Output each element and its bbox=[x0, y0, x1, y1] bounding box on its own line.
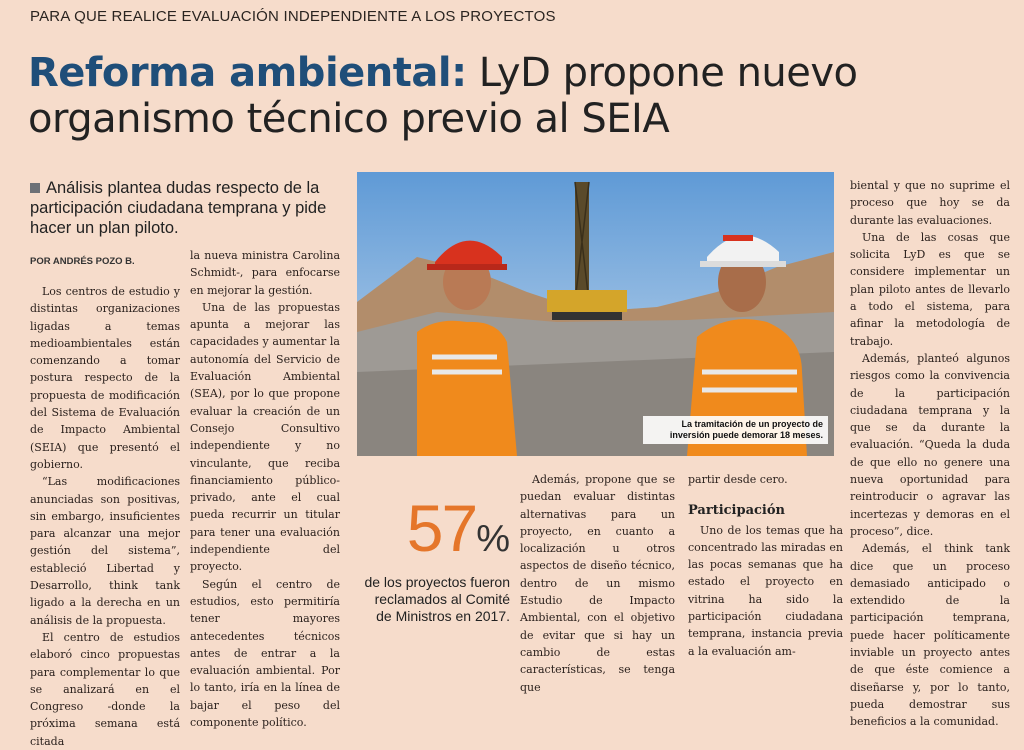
paragraph: Según el centro de estudios, esto permitiría tener mayores antecedentes técnicos antes de entrar a la evaluación ambiental. Por lo tanto, iría en la línea de bajar el peso del componente político. bbox=[190, 577, 340, 730]
column-1 bbox=[30, 283, 180, 750]
paragraph: El centro de estudios elaboró cinco propuestas para complementar lo que se analizará en el Congreso -donde la próxima semana está citada bbox=[30, 630, 180, 748]
column-5 bbox=[850, 177, 1010, 731]
deck-text: Análisis plantea dudas respecto de la participación ciudadana temprana y pide hacer un plan piloto. bbox=[30, 179, 327, 237]
paragraph: partir desde cero. bbox=[688, 473, 788, 486]
paragraph: Además, propone que se puedan evaluar distintas alternativas para un proyecto, en cuanto a localización u otros aspectos de diseño técnico, dentro de un mismo Estudio de Impacto Ambiental, con el objetivo de evitar que si hay un cambio de estas características, se tenga que bbox=[520, 473, 675, 694]
stat-number-line bbox=[360, 493, 510, 574]
paragraph: Además, el think tank dice que un proceso demasiado anticipado o extendido de la participación temprana, puede hacer políticamente inviable un proyecto antes de que éste comience a diseñarse y, por lo tanto, pueda demostrar sus beneficios a la comunidad. bbox=[850, 542, 1010, 729]
stat-callout bbox=[360, 493, 510, 625]
paragraph: Los centros de estudio y distintas organizaciones ligadas a temas medioambientales están comenzando a tomar postura respecto de la propuesta de modificación del Sistema de Evaluación de Impacto Ambiental (SEIA) que presentó el gobierno. bbox=[30, 285, 180, 471]
headline-lead: Reforma ambiental: bbox=[28, 50, 467, 96]
square-bullet-icon bbox=[30, 183, 40, 193]
kicker: PARA QUE REALICE EVALUACIÓN INDEPENDIENTE A LOS PROYECTOS bbox=[30, 8, 556, 25]
paragraph: biental y que no suprime el proceso que hoy se da durante las evaluaciones. bbox=[850, 179, 1010, 227]
byline: POR ANDRÉS POZO B. bbox=[30, 256, 135, 267]
paragraph: Una de las cosas que solicita LyD es que se considere implementar un plan piloto antes de llevarlo a todo el sistema, para afinar la metodología de trabajo. bbox=[850, 230, 1010, 348]
paragraph: la nueva ministra Carolina Schmidt-, para enfocarse en mejorar la gestión. bbox=[190, 249, 340, 297]
stat-text: de los proyectos fueron reclamados al Comité de Ministros en 2017. bbox=[364, 574, 510, 624]
mining-photo bbox=[357, 172, 834, 456]
stat-number: 57 bbox=[406, 491, 477, 565]
stat-unit: % bbox=[476, 518, 510, 560]
paragraph: Uno de los temas que ha concentrado las miradas en las pocas semanas que ha estado el proyecto en vitrina ha sido la participación ciudadana temprana, instancia previa a la evaluación am- bbox=[688, 523, 843, 658]
headline bbox=[28, 50, 1008, 142]
column-2 bbox=[190, 247, 340, 731]
photo-illustration bbox=[357, 172, 834, 456]
column-3 bbox=[520, 471, 675, 696]
headline-rest: LyD propone nuevo organismo técnico previo al SEIA bbox=[28, 50, 858, 142]
deck bbox=[30, 178, 350, 238]
paragraph: Además, planteó algunos riesgos como la convivencia de la participación ciudadana temprana y la que se da durante la evaluación. “Queda la duda de que ello no genere una nueva oportunidad para reintroducir o agravar las incertezas y demoras en el proceso”, dice. bbox=[850, 351, 1010, 538]
column-4 bbox=[688, 471, 843, 660]
photo-caption: La tramitación de un proyecto de inversión puede demorar 18 meses. bbox=[643, 416, 828, 444]
paragraph: Una de las propuestas apunta a mejorar las capacidades y aumentar la autonomía del Servicio de Evaluación Ambiental (SEA), por lo que propone evaluar la creación de un Consejo Consultivo independiente y no vinculante, que reciba financiamiento público-privado, ante el cual pueda recurrir un titular para tener una evaluación independiente del proyecto. bbox=[190, 300, 340, 574]
paragraph: “Las modificaciones anunciadas son positivas, sin embargo, insuficientes para alcanzar una mejor gestión del sistema”, estableció Libertad y Desarrollo, think tank ligado a la derecha en un análisis de la propuesta. bbox=[30, 475, 180, 627]
section-subhead: Participación bbox=[688, 503, 785, 519]
